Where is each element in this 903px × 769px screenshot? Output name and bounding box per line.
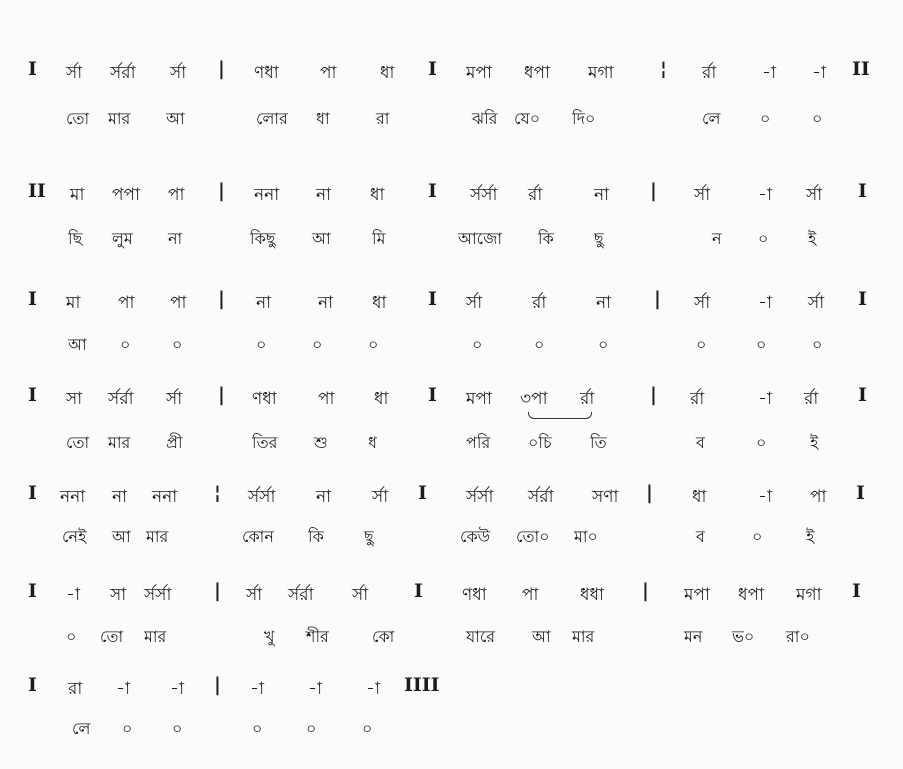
note-swara: পপা xyxy=(112,185,141,205)
bar-line: | xyxy=(218,58,225,80)
note-swara: পা xyxy=(168,185,185,205)
lyric-syllable: শীর xyxy=(306,627,329,646)
bar-line: | xyxy=(218,384,225,406)
lyric-syllable: মার xyxy=(144,627,167,646)
bar-line: I xyxy=(28,482,37,504)
note-swara: ধপা xyxy=(524,63,550,83)
note-swara: না xyxy=(316,185,332,205)
note-swara: র্সা xyxy=(246,585,263,605)
note-swara: ধা xyxy=(692,487,707,507)
bar-line: | xyxy=(218,180,225,202)
note-swara: সা xyxy=(110,585,127,605)
lyric-syllable: ছি xyxy=(68,229,83,248)
lyric-syllable: ০ xyxy=(120,335,131,354)
bar-line: I xyxy=(28,288,37,310)
note-swara: মগা xyxy=(588,63,614,83)
lyric-syllable: ধা xyxy=(316,109,330,128)
bar-line: | xyxy=(654,288,661,310)
note-swara: ৩পা xyxy=(520,389,548,409)
note-swara: সা xyxy=(66,389,83,409)
bar-line: I xyxy=(852,580,861,602)
note-swara: র্সর্রা xyxy=(288,585,314,605)
note-swara: র্রা xyxy=(528,185,543,205)
note-swara: ধা xyxy=(372,293,387,313)
lyric-syllable: আ xyxy=(166,109,185,128)
note-swara: র্সা xyxy=(170,63,187,83)
bar-line: IIII xyxy=(404,674,440,696)
note-swara: রা xyxy=(68,679,83,699)
note-swara: র্সর্রা xyxy=(108,389,134,409)
lyric-syllable: মার xyxy=(572,627,595,646)
note-swara: -া xyxy=(170,679,184,699)
note-swara: মপা xyxy=(466,63,492,83)
lyric-syllable: আ xyxy=(312,229,331,248)
lyric-syllable: কি xyxy=(538,229,554,248)
lyric-syllable: মন xyxy=(684,627,703,646)
note-swara: ধা xyxy=(374,389,389,409)
lyric-syllable: নেই xyxy=(62,527,87,546)
lyric-syllable: ০ xyxy=(66,627,77,646)
lyric-syllable: মা০ xyxy=(574,527,598,546)
lyric-syllable: ০ xyxy=(312,335,323,354)
lyric-syllable: ই xyxy=(810,433,819,452)
lyric-syllable: ধ xyxy=(368,433,377,452)
lyric-syllable: লুম xyxy=(112,229,133,248)
lyric-syllable: ভ০ xyxy=(732,627,755,646)
lyric-syllable: যে০ xyxy=(514,109,541,128)
note-swara: -া xyxy=(116,679,130,699)
lyric-syllable: ০ xyxy=(306,719,317,738)
lyric-syllable: ০চি xyxy=(528,433,552,452)
bar-line: | xyxy=(650,384,657,406)
note-swara: ধপা xyxy=(738,585,764,605)
lyric-syllable: ০ xyxy=(598,335,609,354)
lyric-syllable: শু xyxy=(314,433,328,452)
note-swara: র্সর্রা xyxy=(528,487,554,507)
lyric-syllable: ০ xyxy=(172,335,183,354)
note-swara: ধা xyxy=(380,63,395,83)
note-swara: র্সা xyxy=(806,185,823,205)
note-swara: -া xyxy=(758,293,772,313)
lyric-syllable: লোর xyxy=(256,109,288,128)
bar-line: I xyxy=(428,180,437,202)
note-swara: র্সা xyxy=(694,293,711,313)
note-swara: পা xyxy=(522,585,539,605)
note-swara: না xyxy=(256,293,272,313)
bar-line: | xyxy=(214,580,221,602)
note-swara: পা xyxy=(320,63,337,83)
lyric-syllable: কো xyxy=(372,627,395,646)
lyric-syllable: ০ xyxy=(760,109,771,128)
lyric-syllable: ০ xyxy=(368,335,379,354)
note-swara: পা xyxy=(810,487,827,507)
lyric-syllable: ০ xyxy=(472,335,483,354)
lyric-syllable: ০ xyxy=(534,335,545,354)
lyric-syllable: তো xyxy=(100,627,124,646)
lyric-syllable: ঝরি xyxy=(472,109,498,128)
lyric-syllable: ০ xyxy=(756,433,767,452)
lyric-syllable: ০ xyxy=(256,335,267,354)
note-swara: ণধা xyxy=(462,585,487,605)
note-swara: -া xyxy=(758,487,772,507)
note-swara: মা xyxy=(66,293,81,313)
note-swara: ননা xyxy=(60,487,86,507)
note-grouping-bracket xyxy=(528,412,592,419)
bar-line: | xyxy=(218,288,225,310)
note-swara: -া xyxy=(762,63,776,83)
lyric-syllable: তি xyxy=(590,433,607,452)
note-swara: -া xyxy=(66,585,80,605)
note-swara: না xyxy=(316,487,332,507)
lyric-syllable: মার xyxy=(108,433,131,452)
lyric-syllable: ০ xyxy=(696,335,707,354)
note-swara: ননা xyxy=(254,185,280,205)
note-swara: -া xyxy=(308,679,322,699)
note-swara: পা xyxy=(170,293,187,313)
bar-line: I xyxy=(428,58,437,80)
note-swara: র্সর্সা xyxy=(248,487,276,507)
note-swara: র্সর্সা xyxy=(144,585,172,605)
lyric-syllable: ০ xyxy=(252,719,263,738)
lyric-syllable: ছু xyxy=(594,229,604,248)
bar-line: II xyxy=(28,180,46,202)
note-swara: র্রা xyxy=(532,293,547,313)
bar-line: I xyxy=(418,482,427,504)
bar-line: ¦ xyxy=(214,482,221,504)
note-swara: ননা xyxy=(152,487,178,507)
lyric-syllable: ০ xyxy=(752,527,763,546)
note-swara: পা xyxy=(318,389,335,409)
lyric-syllable: আ xyxy=(112,527,131,546)
note-swara: র্সর্সা xyxy=(466,487,494,507)
note-swara: র্রা xyxy=(580,389,595,409)
lyric-syllable: ০ xyxy=(812,109,823,128)
lyric-syllable: তো০ xyxy=(516,527,550,546)
note-swara: র্সা xyxy=(808,293,825,313)
lyric-syllable: কিছু xyxy=(250,229,276,248)
bar-line: I xyxy=(428,288,437,310)
lyric-syllable: প্রী xyxy=(166,433,183,452)
bar-line: I xyxy=(28,58,37,80)
note-swara: -া xyxy=(758,389,772,409)
bar-line: I xyxy=(28,384,37,406)
note-swara: না xyxy=(594,185,610,205)
bar-line: I xyxy=(856,482,865,504)
lyric-syllable: পরি xyxy=(466,433,491,452)
lyric-syllable: তো xyxy=(66,433,90,452)
lyric-syllable: ০ xyxy=(362,719,373,738)
lyric-syllable: ব xyxy=(696,527,705,546)
lyric-syllable: ০ xyxy=(756,335,767,354)
lyric-syllable: না xyxy=(168,229,183,248)
lyric-syllable: কেউ xyxy=(460,527,491,546)
lyric-syllable: মার xyxy=(146,527,169,546)
lyric-syllable: মি xyxy=(372,229,386,248)
note-swara: মা xyxy=(70,185,85,205)
note-swara: -া xyxy=(812,63,826,83)
bar-line: II xyxy=(852,58,870,80)
lyric-syllable: আজো xyxy=(458,229,503,248)
lyric-syllable: রা xyxy=(376,109,390,128)
note-swara: র্সর্সা xyxy=(470,185,498,205)
note-swara: র্রা xyxy=(702,63,717,83)
bar-line: I xyxy=(414,580,423,602)
lyric-syllable: ন xyxy=(712,229,722,248)
note-swara: র্রা xyxy=(690,389,705,409)
note-swara: র্রা xyxy=(804,389,819,409)
bar-line: I xyxy=(858,180,867,202)
note-swara: মপা xyxy=(466,389,492,409)
note-swara: র্সা xyxy=(352,585,369,605)
note-swara: র্সা xyxy=(372,487,389,507)
lyric-syllable: ব xyxy=(696,433,705,452)
note-swara: র্সা xyxy=(694,185,711,205)
lyric-syllable: আ xyxy=(532,627,551,646)
bar-line: I xyxy=(28,674,37,696)
note-swara: র্সা xyxy=(66,63,83,83)
note-swara: না xyxy=(318,293,334,313)
bar-line: I xyxy=(858,384,867,406)
note-swara: ধধা xyxy=(580,585,604,605)
bar-line: I xyxy=(428,384,437,406)
note-swara: মগা xyxy=(796,585,822,605)
lyric-syllable: তির xyxy=(252,433,278,452)
bar-line: | xyxy=(646,482,653,504)
lyric-syllable: ০ xyxy=(758,229,769,248)
bar-line: I xyxy=(28,580,37,602)
note-swara: র্সর্রা xyxy=(110,63,136,83)
note-swara: সণা xyxy=(592,487,619,507)
bar-line: I xyxy=(858,288,867,310)
lyric-syllable: মার xyxy=(108,109,131,128)
lyric-syllable: ০ xyxy=(172,719,183,738)
bar-line: | xyxy=(642,580,649,602)
lyric-syllable: আ xyxy=(68,335,87,354)
lyric-syllable: যারে xyxy=(466,627,496,646)
note-swara: র্সা xyxy=(166,389,183,409)
lyric-syllable: ই xyxy=(806,527,815,546)
note-swara: না xyxy=(112,487,128,507)
lyric-syllable: ০ xyxy=(122,719,133,738)
lyric-syllable: লে xyxy=(702,109,721,128)
lyric-syllable: তো xyxy=(66,109,90,128)
lyric-syllable: দি০ xyxy=(572,109,596,128)
note-swara: -া xyxy=(366,679,380,699)
lyric-syllable: ০ xyxy=(812,335,823,354)
note-swara: -া xyxy=(758,185,772,205)
note-swara: ণধা xyxy=(254,63,279,83)
lyric-syllable: কোন xyxy=(242,527,274,546)
lyric-syllable: ছু xyxy=(364,527,374,546)
note-swara: -া xyxy=(250,679,264,699)
note-swara: র্সা xyxy=(466,293,483,313)
bar-line: | xyxy=(214,674,221,696)
note-swara: ণধা xyxy=(252,389,277,409)
note-swara: না xyxy=(596,293,612,313)
note-swara: ধা xyxy=(370,185,385,205)
bar-line: ¦ xyxy=(660,58,667,80)
lyric-syllable: খু xyxy=(264,627,275,646)
note-swara: মপা xyxy=(684,585,710,605)
lyric-syllable: রা০ xyxy=(786,627,810,646)
note-swara: পা xyxy=(118,293,135,313)
lyric-syllable: ই xyxy=(808,229,817,248)
bar-line: | xyxy=(650,180,657,202)
lyric-syllable: লে xyxy=(72,719,91,738)
lyric-syllable: কি xyxy=(308,527,324,546)
